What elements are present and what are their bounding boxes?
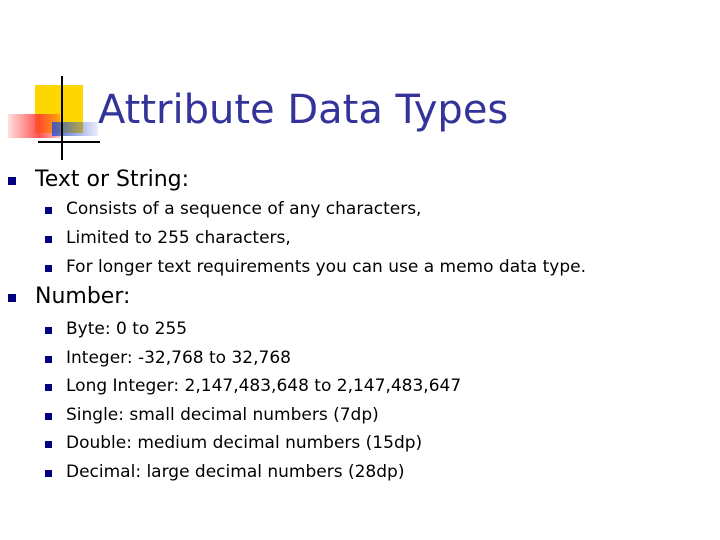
slide-title: Attribute Data Types xyxy=(98,87,509,133)
square-bullet-icon xyxy=(45,207,52,214)
square-bullet-icon xyxy=(45,236,52,243)
square-bullet-icon xyxy=(8,294,16,302)
square-bullet-icon xyxy=(45,384,52,391)
list-item-text: Limited to 255 characters, xyxy=(66,228,291,248)
list-item-text: Byte: 0 to 255 xyxy=(66,319,188,339)
deco-blue-bar xyxy=(52,122,98,136)
list-item-text: For longer text requirements you can use a memo data type. xyxy=(66,257,586,277)
list-item-text: Single: small decimal numbers (7dp) xyxy=(66,405,379,425)
square-bullet-icon xyxy=(8,177,16,185)
list-item-text: Long Integer: 2,147,483,648 to 2,147,483,647 xyxy=(66,376,462,396)
square-bullet-icon xyxy=(45,470,52,477)
section-heading: Text or String: xyxy=(35,167,190,192)
square-bullet-icon xyxy=(45,265,52,272)
square-bullet-icon xyxy=(45,413,52,420)
decorative-corner-graphic xyxy=(0,70,100,165)
list-item-text: Double: medium decimal numbers (15dp) xyxy=(66,433,423,453)
list-item-text: Integer: -32,768 to 32,768 xyxy=(66,348,291,368)
section-heading: Number: xyxy=(35,284,131,309)
square-bullet-icon xyxy=(45,356,52,363)
square-bullet-icon xyxy=(45,441,52,448)
square-bullet-icon xyxy=(45,327,52,334)
list-item-text: Consists of a sequence of any characters, xyxy=(66,199,422,219)
list-item-text: Decimal: large decimal numbers (28dp) xyxy=(66,462,405,482)
